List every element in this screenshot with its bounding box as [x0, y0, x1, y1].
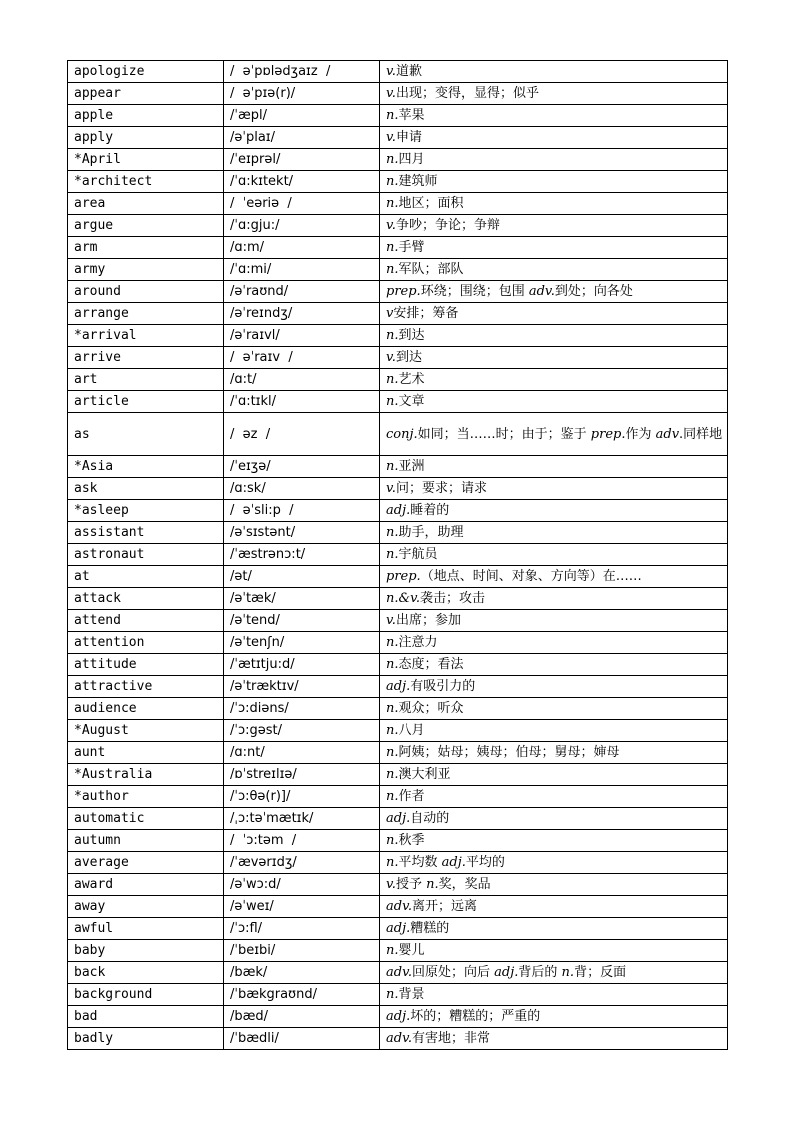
definition-text: 澳大利亚 — [398, 767, 451, 782]
part-of-speech: n. — [386, 745, 399, 760]
definition-text: 手臂 — [398, 240, 425, 255]
definition-text: 平均的 — [465, 855, 505, 870]
meaning-cell — [380, 588, 728, 610]
definition-text: 离开；远离 — [412, 899, 478, 914]
definition-text: 阿姨；姑母；姨母；伯母；舅母；婶母 — [398, 745, 620, 760]
part-of-speech: n. — [426, 877, 439, 892]
meaning-cell — [380, 391, 728, 413]
meaning-cell — [380, 830, 728, 852]
phonetic-cell: /ˈɑ:gju:/ — [224, 215, 380, 237]
word-cell: art — [68, 369, 224, 391]
word-cell: article — [68, 391, 224, 413]
meaning-cell — [380, 786, 728, 808]
table-row — [68, 281, 728, 303]
definition-text: 作者 — [398, 789, 425, 804]
word-cell: *author — [68, 786, 224, 808]
part-of-speech: n. — [386, 394, 399, 409]
table-row — [68, 500, 728, 522]
definition-text: 婴儿 — [398, 943, 425, 958]
part-of-speech: n. — [386, 525, 399, 540]
table-row — [68, 786, 728, 808]
phonetic-cell: /ˈæpl/ — [224, 105, 380, 127]
part-of-speech: v. — [386, 130, 396, 145]
word-cell: assistant — [68, 522, 224, 544]
meaning-cell — [380, 654, 728, 676]
word-cell: *Australia — [68, 764, 224, 786]
table-row — [68, 193, 728, 215]
meaning-cell — [380, 478, 728, 500]
definition-text: 自动的 — [410, 811, 450, 826]
part-of-speech: v. — [386, 350, 396, 365]
definition-text: 艺术 — [398, 372, 425, 387]
word-cell: apologize — [68, 61, 224, 83]
word-cell: award — [68, 874, 224, 896]
phonetic-cell: /bæk/ — [224, 962, 380, 984]
word-cell: ask — [68, 478, 224, 500]
word-cell: awful — [68, 918, 224, 940]
part-of-speech: prep. — [386, 569, 421, 584]
definition-text: 争吵；争论；争辩 — [395, 218, 500, 233]
meaning-cell — [380, 962, 728, 984]
table-row — [68, 984, 728, 1006]
phonetic-cell: /əˈraɪvl/ — [224, 325, 380, 347]
part-of-speech: n. — [386, 240, 399, 255]
vocabulary-table — [67, 60, 728, 1050]
definition-text: 注意力 — [398, 635, 438, 650]
definition-text: 助手，助理 — [398, 525, 464, 540]
word-cell: attention — [68, 632, 224, 654]
definition-text: 到达 — [398, 328, 425, 343]
phonetic-cell: /ˈɑ:mi/ — [224, 259, 380, 281]
part-of-speech: conj. — [386, 426, 418, 442]
part-of-speech: n. — [386, 701, 399, 716]
definition-text: 奖，奖品 — [438, 877, 491, 892]
table-row — [68, 632, 728, 654]
table-row — [68, 105, 728, 127]
definition-text: 授予 — [395, 877, 427, 892]
definition-text: 道歉 — [395, 64, 422, 79]
table-row — [68, 874, 728, 896]
word-cell: bad — [68, 1006, 224, 1028]
phonetic-cell: / əz / — [224, 413, 380, 456]
part-of-speech: adj. — [494, 965, 519, 980]
part-of-speech: n. — [386, 372, 399, 387]
meaning-cell — [380, 1006, 728, 1028]
meaning-cell — [380, 347, 728, 369]
phonetic-cell: /ˈɔ:θə(r)]/ — [224, 786, 380, 808]
meaning-cell — [380, 544, 728, 566]
definition-text: 观众；听众 — [398, 701, 464, 716]
phonetic-cell: /ˈæstrənɔ:t/ — [224, 544, 380, 566]
word-cell: argue — [68, 215, 224, 237]
part-of-speech: v. — [386, 877, 396, 892]
word-cell: arrange — [68, 303, 224, 325]
part-of-speech: adj. — [441, 855, 466, 870]
meaning-cell — [380, 500, 728, 522]
table-row — [68, 391, 728, 413]
definition-text: 八月 — [398, 723, 425, 738]
phonetic-cell: /ˈɔ:gəst/ — [224, 720, 380, 742]
definition-text: 态度；看法 — [398, 657, 464, 672]
part-of-speech: n. — [386, 723, 399, 738]
table-row — [68, 522, 728, 544]
table-row — [68, 61, 728, 83]
meaning-cell — [380, 632, 728, 654]
word-cell: *asleep — [68, 500, 224, 522]
table-row — [68, 478, 728, 500]
definition-text: 四月 — [398, 152, 425, 167]
phonetic-cell: /ˈɑ:tɪkl/ — [224, 391, 380, 413]
phonetic-cell: /ɒˈstreɪlɪə/ — [224, 764, 380, 786]
meaning-cell — [380, 171, 728, 193]
definition-text: 军队；部队 — [398, 262, 464, 277]
table-row — [68, 259, 728, 281]
part-of-speech: v. — [386, 218, 396, 233]
definition-text: 平均数 — [398, 855, 442, 870]
phonetic-cell: /ˈbædli/ — [224, 1028, 380, 1050]
table-row — [68, 676, 728, 698]
meaning-cell — [380, 61, 728, 83]
meaning-cell — [380, 281, 728, 303]
definition-text: 文章 — [398, 394, 425, 409]
definition-text: 地区；面积 — [398, 196, 464, 211]
meaning-cell — [380, 369, 728, 391]
definition-text: 环绕；围绕；包围 — [420, 284, 529, 299]
definition-text: 如同；当……时；由于；鉴于 — [417, 426, 591, 442]
phonetic-cell: /ɑ:sk/ — [224, 478, 380, 500]
phonetic-cell: /ət/ — [224, 566, 380, 588]
meaning-cell — [380, 413, 728, 456]
definition-text: 出现；变得，显得；似乎 — [395, 86, 539, 101]
phonetic-cell: /əˈplaɪ/ — [224, 127, 380, 149]
part-of-speech: prep. — [386, 284, 421, 299]
definition-text: 背；反面 — [574, 965, 627, 980]
part-of-speech: adj. — [386, 679, 411, 694]
table-row — [68, 852, 728, 874]
word-cell: area — [68, 193, 224, 215]
definition-text: 到处；向各处 — [554, 284, 633, 299]
definition-text: 作为 — [625, 426, 656, 442]
part-of-speech: n. — [386, 855, 399, 870]
word-cell: apply — [68, 127, 224, 149]
part-of-speech: adj. — [386, 503, 411, 518]
part-of-speech: n. — [386, 767, 399, 782]
meaning-cell — [380, 764, 728, 786]
meaning-cell — [380, 215, 728, 237]
phonetic-cell: /əˈtræktɪv/ — [224, 676, 380, 698]
phonetic-cell: /əˈtæk/ — [224, 588, 380, 610]
part-of-speech: n. — [386, 196, 399, 211]
phonetic-cell: /ˈɔ:fl/ — [224, 918, 380, 940]
definition-text: 出席；参加 — [395, 613, 461, 628]
definition-text: 回原处；向后 — [412, 965, 495, 980]
table-row — [68, 369, 728, 391]
definition-text: .同样地 — [679, 426, 723, 442]
definition-text: 有吸引力的 — [410, 679, 476, 694]
part-of-speech: adj. — [386, 811, 411, 826]
part-of-speech: adv. — [386, 1031, 413, 1046]
part-of-speech: n. — [386, 635, 399, 650]
phonetic-cell: / əˈsli:p / — [224, 500, 380, 522]
part-of-speech: adv — [655, 426, 680, 442]
table-row — [68, 610, 728, 632]
table-row — [68, 940, 728, 962]
part-of-speech: n. — [386, 262, 399, 277]
meaning-cell — [380, 610, 728, 632]
vocabulary-table-body — [68, 61, 728, 1050]
definition-text: 苹果 — [398, 108, 425, 123]
meaning-cell — [380, 940, 728, 962]
phonetic-cell: /əˈwɔ:d/ — [224, 874, 380, 896]
word-cell: attack — [68, 588, 224, 610]
phonetic-cell: /ɑ:t/ — [224, 369, 380, 391]
word-cell: army — [68, 259, 224, 281]
table-row — [68, 303, 728, 325]
phonetic-cell: /ɑ:nt/ — [224, 742, 380, 764]
definition-text: （地点、时间、对象、方向等）在…… — [420, 569, 642, 584]
phonetic-cell: /ˈɔ:diəns/ — [224, 698, 380, 720]
table-row — [68, 413, 728, 456]
meaning-cell — [380, 522, 728, 544]
phonetic-cell: /bæd/ — [224, 1006, 380, 1028]
phonetic-cell: /əˈtenʃn/ — [224, 632, 380, 654]
word-cell: *August — [68, 720, 224, 742]
part-of-speech: adv. — [386, 965, 413, 980]
definition-text: 安排；筹备 — [393, 306, 459, 321]
definition-text: 糟糕的 — [410, 921, 450, 936]
word-cell: audience — [68, 698, 224, 720]
definition-text: 亚洲 — [398, 459, 425, 474]
word-cell: around — [68, 281, 224, 303]
definition-text: 袭击；攻击 — [420, 591, 486, 606]
meaning-cell — [380, 303, 728, 325]
phonetic-cell: /ɑ:m/ — [224, 237, 380, 259]
meaning-cell — [380, 720, 728, 742]
meaning-cell — [380, 237, 728, 259]
phonetic-cell: / əˈpɪə(r)/ — [224, 83, 380, 105]
part-of-speech: n. — [386, 152, 399, 167]
table-row — [68, 347, 728, 369]
table-row — [68, 237, 728, 259]
phonetic-cell: /əˈweɪ/ — [224, 896, 380, 918]
phonetic-cell: /ˈbeɪbi/ — [224, 940, 380, 962]
word-cell: automatic — [68, 808, 224, 830]
meaning-cell — [380, 808, 728, 830]
word-cell: *architect — [68, 171, 224, 193]
word-cell: *Asia — [68, 456, 224, 478]
meaning-cell — [380, 456, 728, 478]
phonetic-cell: /əˈsɪstənt/ — [224, 522, 380, 544]
part-of-speech: v. — [386, 64, 396, 79]
word-cell: baby — [68, 940, 224, 962]
table-row — [68, 149, 728, 171]
table-row — [68, 566, 728, 588]
table-row — [68, 1028, 728, 1050]
phonetic-cell: /əˈraʊnd/ — [224, 281, 380, 303]
word-cell: apple — [68, 105, 224, 127]
word-cell: *April — [68, 149, 224, 171]
word-cell: at — [68, 566, 224, 588]
part-of-speech: n. — [386, 789, 399, 804]
table-row — [68, 127, 728, 149]
part-of-speech: n. — [386, 833, 399, 848]
part-of-speech: adj. — [386, 1009, 411, 1024]
meaning-cell — [380, 676, 728, 698]
part-of-speech: n. — [386, 459, 399, 474]
definition-text: 有害地；非常 — [412, 1031, 491, 1046]
table-row — [68, 83, 728, 105]
meaning-cell — [380, 259, 728, 281]
meaning-cell — [380, 566, 728, 588]
meaning-cell — [380, 325, 728, 347]
meaning-cell — [380, 127, 728, 149]
word-cell: attend — [68, 610, 224, 632]
meaning-cell — [380, 896, 728, 918]
word-cell: back — [68, 962, 224, 984]
part-of-speech: n. — [386, 328, 399, 343]
meaning-cell — [380, 918, 728, 940]
part-of-speech: prep. — [590, 426, 626, 442]
word-cell: autumn — [68, 830, 224, 852]
definition-text: 背景 — [398, 987, 425, 1002]
part-of-speech: n. — [386, 174, 399, 189]
part-of-speech: n. — [386, 657, 399, 672]
table-row — [68, 544, 728, 566]
part-of-speech: n. — [386, 943, 399, 958]
part-of-speech: adv. — [528, 284, 555, 299]
word-cell: badly — [68, 1028, 224, 1050]
word-cell: *arrival — [68, 325, 224, 347]
table-row — [68, 171, 728, 193]
definition-text: 建筑师 — [398, 174, 438, 189]
definition-text: 坏的；糟糕的；严重的 — [410, 1009, 541, 1024]
part-of-speech: adv. — [386, 899, 413, 914]
meaning-cell — [380, 105, 728, 127]
definition-text: 到达 — [395, 350, 422, 365]
phonetic-cell: /ˈeɪʒə/ — [224, 456, 380, 478]
phonetic-cell: /ˈbækgraʊnd/ — [224, 984, 380, 1006]
meaning-cell — [380, 698, 728, 720]
table-row — [68, 456, 728, 478]
table-row — [68, 215, 728, 237]
word-cell: attractive — [68, 676, 224, 698]
definition-text: 申请 — [395, 130, 422, 145]
word-cell: as — [68, 413, 224, 456]
definition-text: 问；要求；请求 — [395, 481, 487, 496]
meaning-cell — [380, 984, 728, 1006]
meaning-cell — [380, 149, 728, 171]
part-of-speech: adj. — [386, 921, 411, 936]
table-row — [68, 325, 728, 347]
part-of-speech: n. — [386, 987, 399, 1002]
table-row — [68, 962, 728, 984]
phonetic-cell: /ˈɑ:kɪtekt/ — [224, 171, 380, 193]
table-row — [68, 764, 728, 786]
part-of-speech: v. — [386, 613, 396, 628]
word-cell: background — [68, 984, 224, 1006]
part-of-speech: n. — [561, 965, 575, 980]
table-row — [68, 896, 728, 918]
definition-text: 秋季 — [398, 833, 425, 848]
phonetic-cell: /ˌɔ:təˈmætɪk/ — [224, 808, 380, 830]
part-of-speech: n. — [386, 108, 399, 123]
table-row — [68, 830, 728, 852]
table-row — [68, 720, 728, 742]
part-of-speech: n. — [386, 547, 399, 562]
phonetic-cell: /əˈtend/ — [224, 610, 380, 632]
table-row — [68, 654, 728, 676]
phonetic-cell: / əˈraɪv / — [224, 347, 380, 369]
part-of-speech: v. — [386, 481, 396, 496]
part-of-speech: n.&v. — [386, 591, 421, 606]
phonetic-cell: / ˈeəriə / — [224, 193, 380, 215]
table-row — [68, 698, 728, 720]
table-row — [68, 808, 728, 830]
part-of-speech: v. — [386, 86, 396, 101]
definition-text: 睡着的 — [410, 503, 450, 518]
phonetic-cell: /ˈævərɪdʒ/ — [224, 852, 380, 874]
table-row — [68, 1006, 728, 1028]
meaning-cell — [380, 874, 728, 896]
word-cell: away — [68, 896, 224, 918]
word-cell: arm — [68, 237, 224, 259]
phonetic-cell: /ˈætɪtju:d/ — [224, 654, 380, 676]
word-cell: astronaut — [68, 544, 224, 566]
word-cell: attitude — [68, 654, 224, 676]
phonetic-cell: / ˈɔ:təm / — [224, 830, 380, 852]
word-cell: appear — [68, 83, 224, 105]
vocabulary-sheet — [67, 60, 726, 1050]
table-row — [68, 742, 728, 764]
word-cell: average — [68, 852, 224, 874]
meaning-cell — [380, 1028, 728, 1050]
meaning-cell — [380, 83, 728, 105]
phonetic-cell: / əˈpɒlədʒaɪz / — [224, 61, 380, 83]
meaning-cell — [380, 742, 728, 764]
table-row — [68, 588, 728, 610]
definition-text: 背后的 — [518, 965, 562, 980]
definition-text: 宇航员 — [398, 547, 438, 562]
part-of-speech: v — [386, 306, 394, 321]
phonetic-cell: /ˈeɪprəl/ — [224, 149, 380, 171]
phonetic-cell: /əˈreɪndʒ/ — [224, 303, 380, 325]
word-cell: aunt — [68, 742, 224, 764]
word-cell: arrive — [68, 347, 224, 369]
table-row — [68, 918, 728, 940]
meaning-cell — [380, 193, 728, 215]
meaning-cell — [380, 852, 728, 874]
